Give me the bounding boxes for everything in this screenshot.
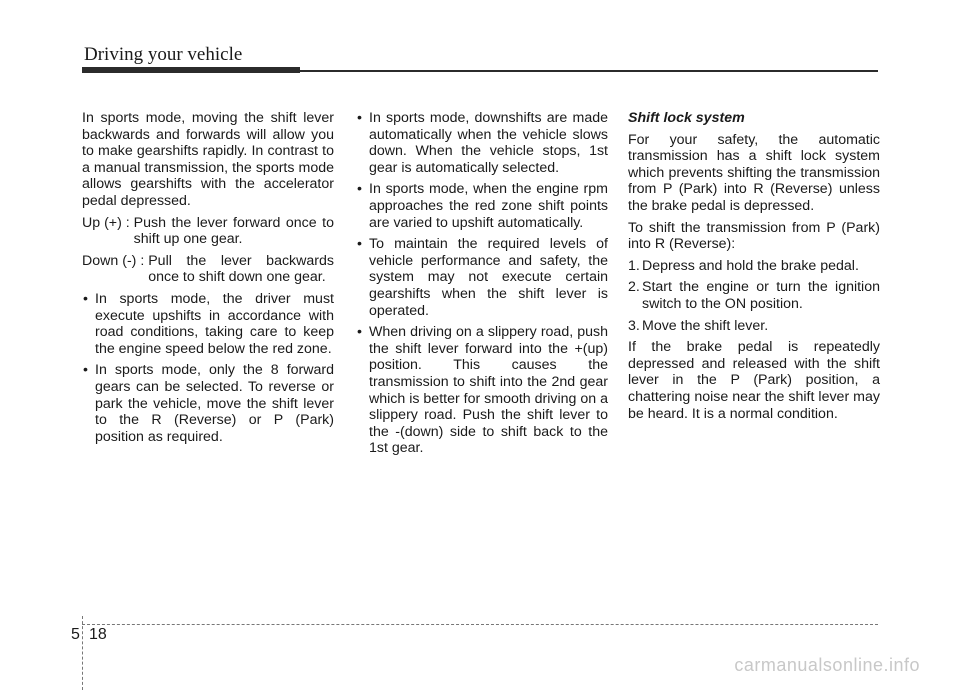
step-text: Move the shift lever.	[642, 317, 769, 334]
shift-down-key: Down (-) :	[82, 252, 149, 269]
shift-lock-intro: For your safety, the automatic transmission has a shift lock system which prevents shifting the transmission from P (Park) into R (Reverse) unless the brake pedal is depressed.	[628, 131, 880, 214]
shift-up-desc: Push the lever forward once to shift up one gear.	[133, 214, 334, 248]
shift-up-row	[82, 215, 334, 248]
footer-vertical-rule	[82, 616, 84, 690]
bullet-item: • To maintain the required levels of vehicle performance and safety, the system may not execute certain gearshifts when the shift lever is operated.	[356, 236, 608, 319]
step-item	[628, 279, 880, 312]
header-rule	[300, 70, 878, 72]
shift-up-key: Up (+) :	[82, 214, 134, 231]
section-title-shift-lock: Shift lock system	[628, 110, 745, 126]
step-item	[628, 258, 880, 275]
bullet-item: • In sports mode, the driver must execute upshifts in accordance with road conditions, taking care to keep the engine speed below the red zone.	[82, 291, 334, 357]
sports-mode-intro: In sports mode, moving the shift lever backwards and forwards will allow you to make gearshifts rapidly. In contrast to a manual transmission, the sports mode allows gearshifts with the accelerator pedal depressed.	[82, 110, 334, 209]
column-right	[628, 110, 880, 427]
chapter-number: 5	[71, 626, 80, 643]
step-number: 1.	[628, 257, 640, 274]
column-middle	[356, 110, 608, 462]
page-header-title: Driving your vehicle	[84, 44, 243, 65]
bullet-item: • In sports mode, only the 8 forward gears can be selected. To reverse or park the vehicle, move the shift lever to the R (Reverse) or P (Park) position as required.	[82, 362, 334, 445]
shift-down-row	[82, 253, 334, 286]
page-number: 18	[89, 626, 107, 643]
watermark: carmanualsonline.info	[734, 655, 920, 675]
header-bar	[82, 67, 300, 73]
step-item	[628, 318, 880, 335]
shift-lock-lead: To shift the transmission from P (Park) into R (Reverse):	[628, 219, 880, 253]
bullet-item: • When driving on a slippery road, push the shift lever forward into the +(up) position. This causes the transmission to shift into the 2nd gear which is better for smooth driving on a slippery road. Push the shift lever to the -(down) side to shift back to the 1st gear.	[356, 324, 608, 457]
footer-horizontal-rule	[82, 624, 878, 625]
bullet-item: • In sports mode, when the engine rpm approaches the red zone shift points are varied to upshift automatically.	[356, 181, 608, 231]
bullet-item: • In sports mode, downshifts are made automatically when the vehicle slows down. When the vehicle stops, 1st gear is automatically selected.	[356, 110, 608, 176]
shift-lock-steps	[628, 258, 880, 334]
column-left	[82, 110, 334, 450]
step-number: 2.	[628, 279, 640, 296]
shift-down-desc: Pull the lever backwards once to shift down one gear.	[148, 252, 334, 286]
shift-lock-note: If the brake pedal is repeatedly depressed and released with the shift lever in the P (Park) position, a chattering noise near the shift lever may be heard. It is a normal condition.	[628, 339, 880, 422]
step-text: Depress and hold the brake pedal.	[642, 257, 859, 274]
step-text: Start the engine or turn the ignition switch to the ON position.	[642, 279, 880, 312]
step-number: 3.	[628, 317, 640, 334]
